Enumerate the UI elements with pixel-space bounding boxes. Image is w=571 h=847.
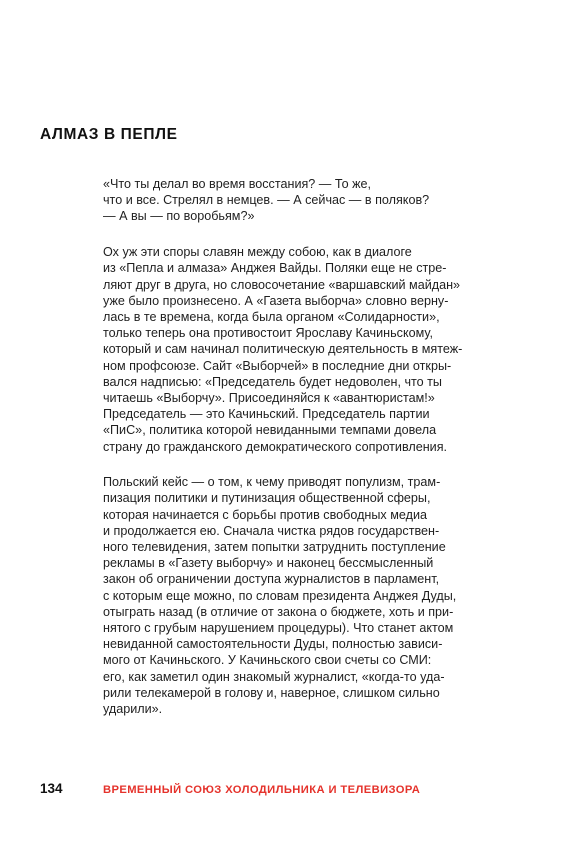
text-line: который и сам начинал политическую деятельность в мятеж-: [103, 342, 463, 357]
text-line: ном профсоюзе. Сайт «Выборчей» в последние дни откры-: [103, 358, 452, 373]
text-line: — А вы — по воробьям?»: [103, 209, 255, 224]
text-line: «ПиС», политика которой невиданными темпами довела: [103, 423, 437, 438]
text-line: ляют друг в друга, но словосочетание «варшавский майдан»: [103, 277, 461, 292]
text-line: отыграть назад (в отличие от закона о бюджете, хоть и при-: [103, 604, 454, 619]
text-line: и продолжается ею. Сначала чистка рядов государствен-: [103, 523, 440, 538]
text-line: ного телевидения, затем попытки затруднить поступление: [103, 540, 446, 555]
running-title: ВРЕМЕННЫЙ СОЮЗ ХОЛОДИЛЬНИКА И ТЕЛЕВИЗОРА: [103, 784, 421, 796]
article-body: [103, 176, 543, 737]
text-line: из «Пепла и алмаза» Анджея Вайды. Поляки еще не стре-: [103, 261, 447, 276]
text-line: лась в те времена, когда была органом «Солидарности»,: [103, 309, 440, 324]
text-line: вался надписью: «Председатель будет недоволен, что ты: [103, 374, 442, 389]
text-line: его, как заметил один знакомый журналист, «когда-то уда-: [103, 669, 445, 684]
paragraph: [103, 474, 543, 717]
text-line: нятого с грубым нарушением процедуры). Что станет актом: [103, 621, 454, 636]
page-number: 134: [40, 781, 63, 796]
paragraph: [103, 244, 543, 455]
text-line: «Что ты делал во время восстания? — То же,: [103, 177, 372, 191]
text-line: что и все. Стрелял в немцев. — А сейчас — в поляков?: [103, 193, 430, 208]
text-line: только теперь она противостоит Ярославу Качиньскому,: [103, 326, 433, 341]
text-line: невиданной самостоятельности Дуды, полностью зависи-: [103, 637, 443, 652]
text-line: уже было произнесено. А «Газета выборча» словно верну-: [103, 293, 449, 308]
section-title: АЛМАЗ В ПЕПЛЕ: [40, 126, 178, 143]
text-line: страну до гражданского демократического сопротивления.: [103, 439, 448, 454]
text-line: Ох уж эти споры славян между собою, как в диалоге: [103, 245, 412, 260]
text-line: закон об ограничении доступа журналистов в парламент,: [103, 572, 440, 587]
text-line: Председатель — это Качиньский. Председатель партии: [103, 407, 430, 422]
paragraph: [103, 176, 543, 225]
text-line: рекламы в «Газету выборчу» и наконец бессмысленный: [103, 556, 434, 571]
text-line: которая начинается с борьбы против свободных медиа: [103, 507, 427, 522]
text-line: мого от Качиньского. У Качиньского свои счеты со СМИ:: [103, 653, 432, 668]
text-line: Польский кейс — о том, к чему приводят популизм, трам-: [103, 475, 441, 490]
text-line: с которым еще можно, по словам президента Анджея Дуды,: [103, 588, 457, 603]
text-line: пизация политики и путинизация общественной сферы,: [103, 491, 431, 506]
text-line: читаешь «Выборчу». Присоединяйся к «авантюристам!»: [103, 390, 435, 405]
text-line: ударили».: [103, 702, 163, 717]
text-line: рили телекамерой в голову и, наверное, слишком сильно: [103, 685, 440, 700]
page-footer: [40, 781, 420, 796]
